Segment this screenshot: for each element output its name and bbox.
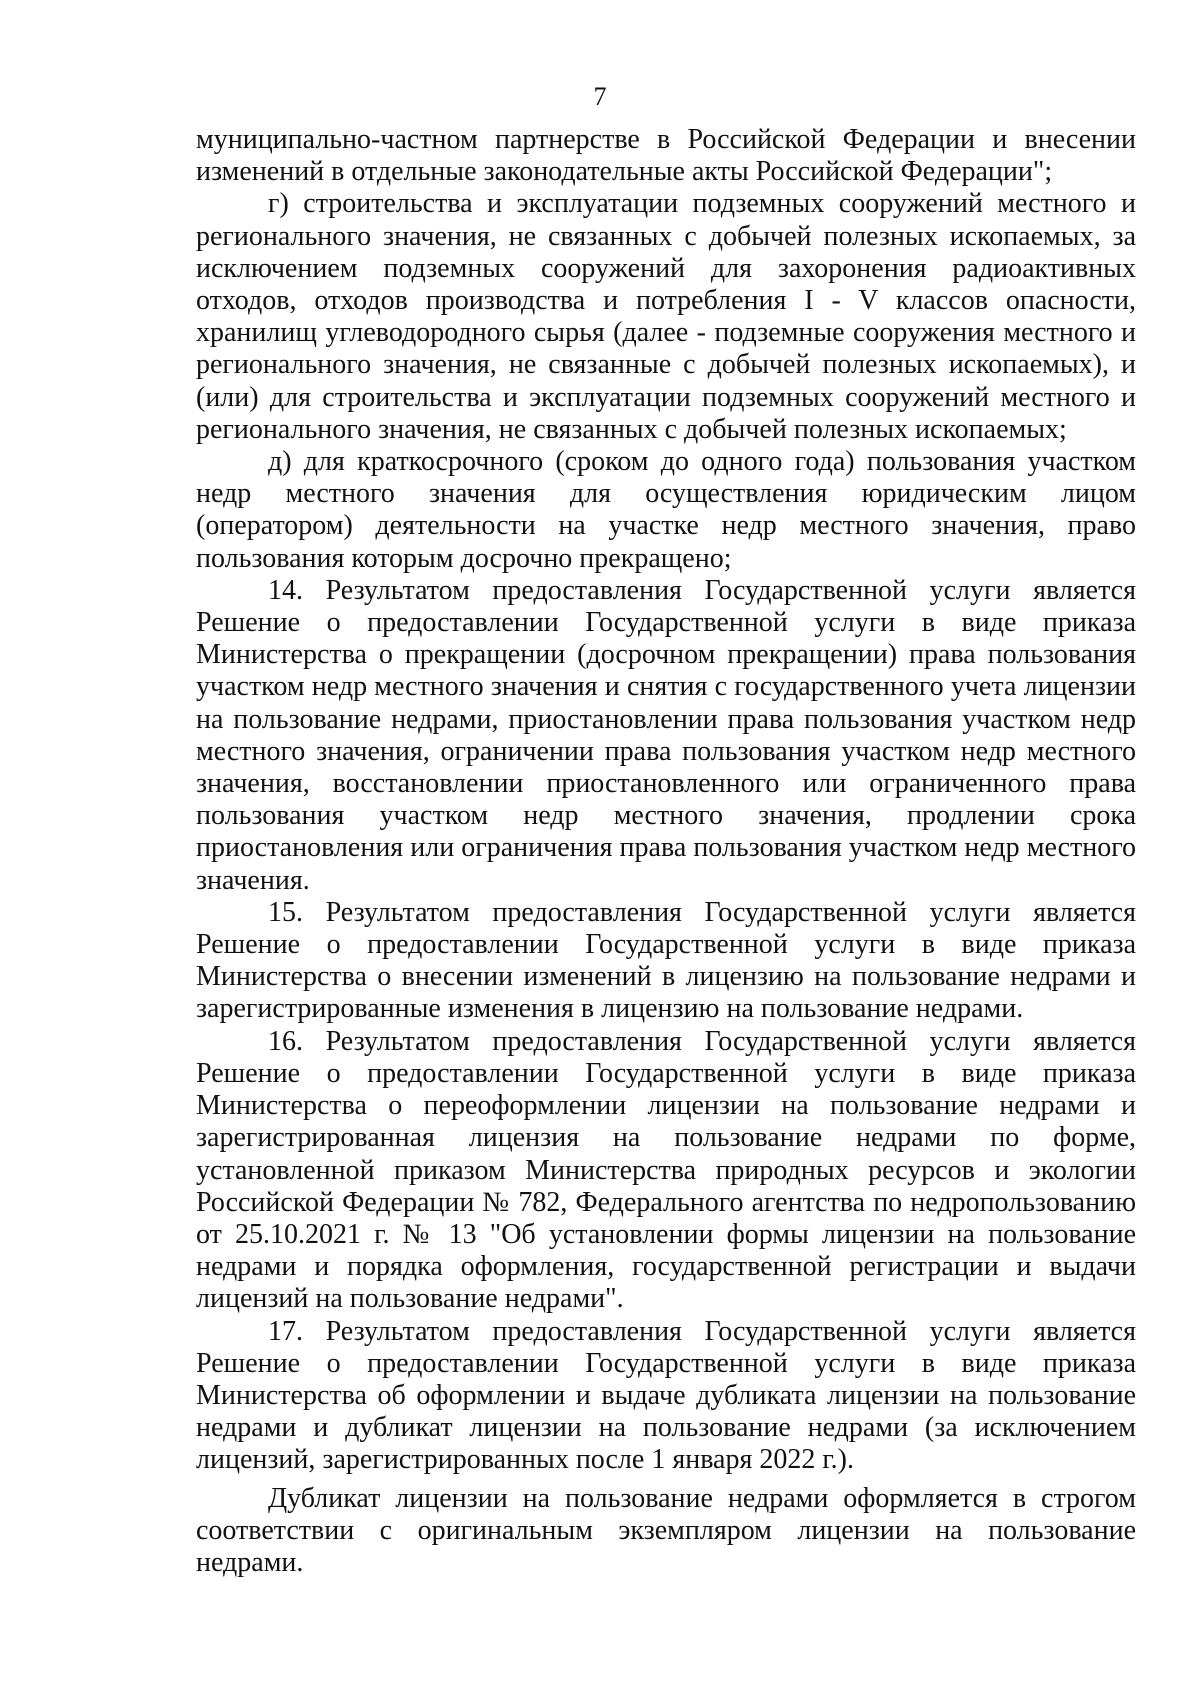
paragraph-duplicate-note: Дубликат лицензии на пользование недрами оформляется в строгом соответствии с оригинальным экземпляром лицензии на пользование недрами. <box>196 1482 1136 1578</box>
page-number: 7 <box>593 82 607 111</box>
paragraph-16: 16. Результатом предоставления Государственной услуги является Решение о предоставлении Государственной услуги в виде приказа Министерства о переоформлении лицензии на пользование недрами и зарегистрированная лицензия на пользование недрами по форме, установленной приказом Министерства природных ресурсов и экологии Российской Федерации № 782, Федерального агентства по недропользованию от 25.10.2021 г. № 13 "Об установлении формы лицензии на пользование недрами и порядка оформления, государственной регистрации и выдачи лицензий на пользование недрами". <box>196 1025 1136 1315</box>
paragraph-item-d: д) для краткосрочного (сроком до одного года) пользования участком недр местного значения для осуществления юридическим лицом (оператором) деятельности на участке недр местного значения, право пользования которым досрочно прекращено; <box>196 446 1136 574</box>
paragraph-15: 15. Результатом предоставления Государственной услуги является Решение о предоставлении Государственной услуги в виде приказа Министерства о внесении изменений в лицензию на пользование недрами и зарегистрированные изменения в лицензию на пользование недрами. <box>196 896 1136 1025</box>
paragraph-14: 14. Результатом предоставления Государственной услуги является Решение о предоставлении Государственной услуги в виде приказа Министерства о прекращении (досрочном прекращении) права пользования участком недр местного значения и снятия с государственного учета лицензии на пользование недрами, приостановлении права пользования участком недр местного значения, ограничении права пользования участком недр местного значения, восстановлении приостановленного или ограниченного права пользования участком недр местного значения, продлении срока приостановления или ограничения права пользования участком недр местного значения. <box>196 574 1136 896</box>
paragraph-item-g: г) строительства и эксплуатации подземных сооружений местного и регионального значения, не связанных с добычей полезных ископаемых, за исключением подземных сооружений для захоронения радиоактивных отходов, отходов производства и потребления I - V классов опасности, хранилищ углеводородного сырья (далее - подземные сооружения местного и регионального значения, не связанные с добычей полезных ископаемых), и (или) для строительства и эксплуатации подземных сооружений местного и регионального значения, не связанных с добычей полезных ископаемых; <box>196 188 1136 445</box>
document-body <box>196 124 1136 1579</box>
paragraph-continuation: муниципально-частном партнерстве в Российской Федерации и внесении изменений в отдельные законодательные акты Российской Федерации"; <box>196 124 1136 188</box>
paragraph-17: 17. Результатом предоставления Государственной услуги является Решение о предоставлении Государственной услуги в виде приказа Министерства об оформлении и выдаче дубликата лицензии на пользование недрами и дубликат лицензии на пользование недрами (за исключением лицензий, зарегистрированных после 1 января 2022 г.). <box>196 1315 1136 1476</box>
